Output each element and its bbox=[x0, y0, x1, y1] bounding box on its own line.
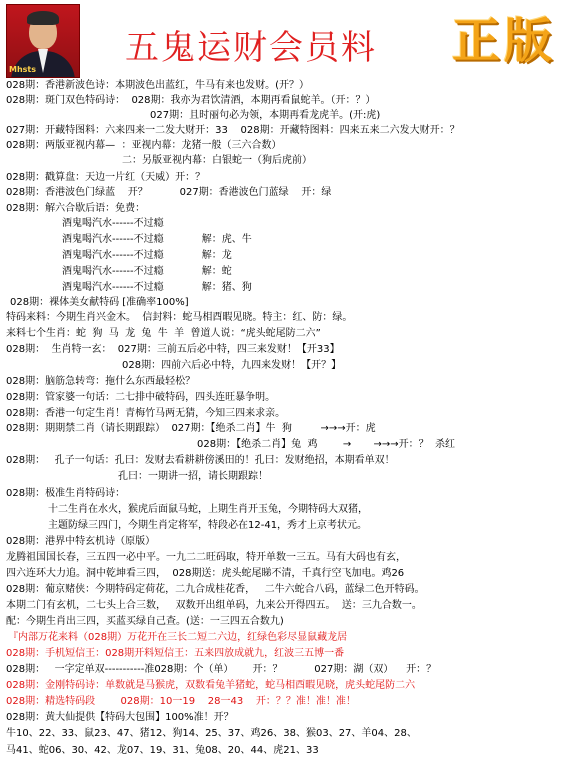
text-line: 二：另版亚视内幕：白银蛇一（狗后虎前） bbox=[122, 155, 312, 166]
text-line: 配：今期生肖出三四，买蓝买绿自己查。(送：一三四五合数九) bbox=[6, 616, 284, 627]
text-line: 028期：裸体美女献特码 [准确率100%] bbox=[10, 297, 189, 308]
text-line: 028期：戳算盘：天边一片红（天威）开：？ bbox=[6, 172, 206, 183]
text-line: 028期：期期禁二肖（请长期跟踪） 027期：【绝杀二肖】牛 狗 →→→开：虎 bbox=[6, 423, 376, 434]
header bbox=[0, 0, 577, 78]
text-line: 028期：金刚特码诗：单数就是马猴虎，双数看兔羊猪蛇，蛇马相酉暇见晓，虎头蛇尾防二六 bbox=[6, 680, 416, 691]
text-line: 『内部万花来料（028期）万花开在三长二短二六边，红绿色彩尽显鼠藏龙居 bbox=[8, 632, 348, 643]
page-title: 五鬼运财会员料 bbox=[125, 28, 377, 68]
text-line: 028期：手机短信王：028期开料短信王：五来四放成就九，红波三五博一番 bbox=[6, 648, 345, 659]
text-line: 十二生肖在水火，猴虎后面鼠马蛇，上期生肖开玉兔，今期特码大双猪， bbox=[48, 504, 368, 515]
text-line: 酒鬼喝汽水------不过瘾 解：龙 bbox=[62, 250, 232, 261]
text-line: 028期：香港新波色诗：本期波色出蓝红，牛马有来也发财。(开？） bbox=[6, 80, 309, 91]
text-line: 028期：解六合歇后语：免费： bbox=[6, 203, 146, 214]
text-line: 酒鬼喝汽水------不过瘾 解：虎、牛 bbox=[62, 234, 252, 245]
text-line: 028期：香港一句定生肖！青梅竹马两无猜，今知三四来求亲。 bbox=[6, 408, 286, 419]
text-line: 龙腾祖国国长春，三五四一必中平。一九二二旺码取，特开单数一三五。马有大码也有玄， bbox=[6, 552, 406, 563]
text-line: 028期：四前六后必中特，九四来发财！【开？】 bbox=[122, 360, 342, 371]
text-line: 028期：极准生肖特码诗： bbox=[6, 488, 126, 499]
text-line: 028期：斑门双色特码诗： 028期：我亦为君饮清酒，本期再看鼠蛇羊。（开：？） bbox=[6, 95, 376, 106]
text-line: 027期：开藏特图料：六来四来一二发大财开：33 028期：开藏特图料：四来五来二六发大财开：？ bbox=[6, 125, 460, 136]
text-line: 特码来料：今期生肖兴金木。 信封料：蛇马相酉暇见晓。特主：红、防：绿。 bbox=[6, 312, 353, 323]
text-line: 028期：港界中特玄机诗（原版） bbox=[6, 536, 156, 547]
text-line: 028期：管家婆一句话：二七排中破特码，四头连旺暴争明。 bbox=[6, 392, 276, 403]
text-line: 028期：两版亚视内幕— ：亚视内幕：龙猪一般（三六合数） bbox=[6, 140, 282, 151]
text-line: 028期：香港波色门绿蓝 开？ 027期：香港波色门蓝绿 开：绿 bbox=[6, 187, 332, 198]
text-line: 028期：精选特码段 028期：10一19 28一43 开：？？准！准！准！ bbox=[6, 696, 356, 707]
text-line: 酒鬼喝汽水------不过瘾 bbox=[62, 218, 164, 229]
text-line: 来料七个生肖：蛇 狗 马 龙 兔 牛 羊 曾道人说：“虎头蛇尾防二六” bbox=[6, 328, 321, 339]
text-line: 027期：且时丽句必为领，本期再看龙虎羊。(开:虎) bbox=[150, 110, 381, 121]
text-line: 028期： 一字定单双-----------准028期：个（单） 开：？ 027期：湖（双） 开：？ bbox=[6, 664, 437, 675]
text-line: 酒鬼喝汽水------不过瘾 解：猪、狗 bbox=[62, 282, 252, 293]
text-line: 028期： 孔子一句话：孔曰：发财去看耕耕傍溪田的！孔曰：发财绝招，本期看单双！ bbox=[6, 455, 395, 466]
text-line: 马41、蛇06、30、42、龙07、19、31、兔08、20、44、虎21、33 bbox=[6, 745, 319, 756]
avatar-hair bbox=[27, 11, 59, 25]
text-line: 028期：【绝杀二肖】兔 鸡 → →→→开：？ 杀红 bbox=[197, 439, 455, 450]
avatar bbox=[6, 4, 80, 78]
genuine-badge: 正版 bbox=[452, 13, 557, 69]
text-line: 本期二门有玄机，二七头上合三数， 双数开出组单码，九来公开得四五。 送：三九合数一。 bbox=[6, 600, 422, 611]
text-line: 酒鬼喝汽水------不过瘾 解：蛇 bbox=[62, 266, 232, 277]
text-line: 028期：葡京赌侠：今期特码定荷花，二九合成桂花香， 二牛六蛇合八码，蓝绿二色开特码。 bbox=[6, 584, 425, 595]
avatar-tag: Mhsts bbox=[9, 65, 37, 74]
text-line: 孔曰：一期讲一招，请长期跟踪！ bbox=[118, 471, 268, 482]
text-line: 028期：脑筋急转弯：拖什么东西最轻松？ bbox=[6, 376, 196, 387]
text-line: 牛10、22、33、鼠23、47、猪12、狗14、25、37、鸡26、38、猴03、27、羊04、28、 bbox=[6, 728, 417, 739]
text-line: 四六连环大力追。洞中乾坤看三四， 028期送：虎头蛇尾睇不清，千真行空飞加电。鸡26 bbox=[6, 568, 405, 579]
text-line: 028期： 生肖特一玄： 027期：三前五后必中特，四三来发财！【开33】 bbox=[6, 344, 340, 355]
text-line: 主题防绿三四门，今期生肖定将军，特段必在12-41，秀才上京考状元。 bbox=[48, 520, 368, 531]
text-line: 028期：黄大仙提供【特码大包围】100%准！开？ bbox=[6, 712, 234, 723]
